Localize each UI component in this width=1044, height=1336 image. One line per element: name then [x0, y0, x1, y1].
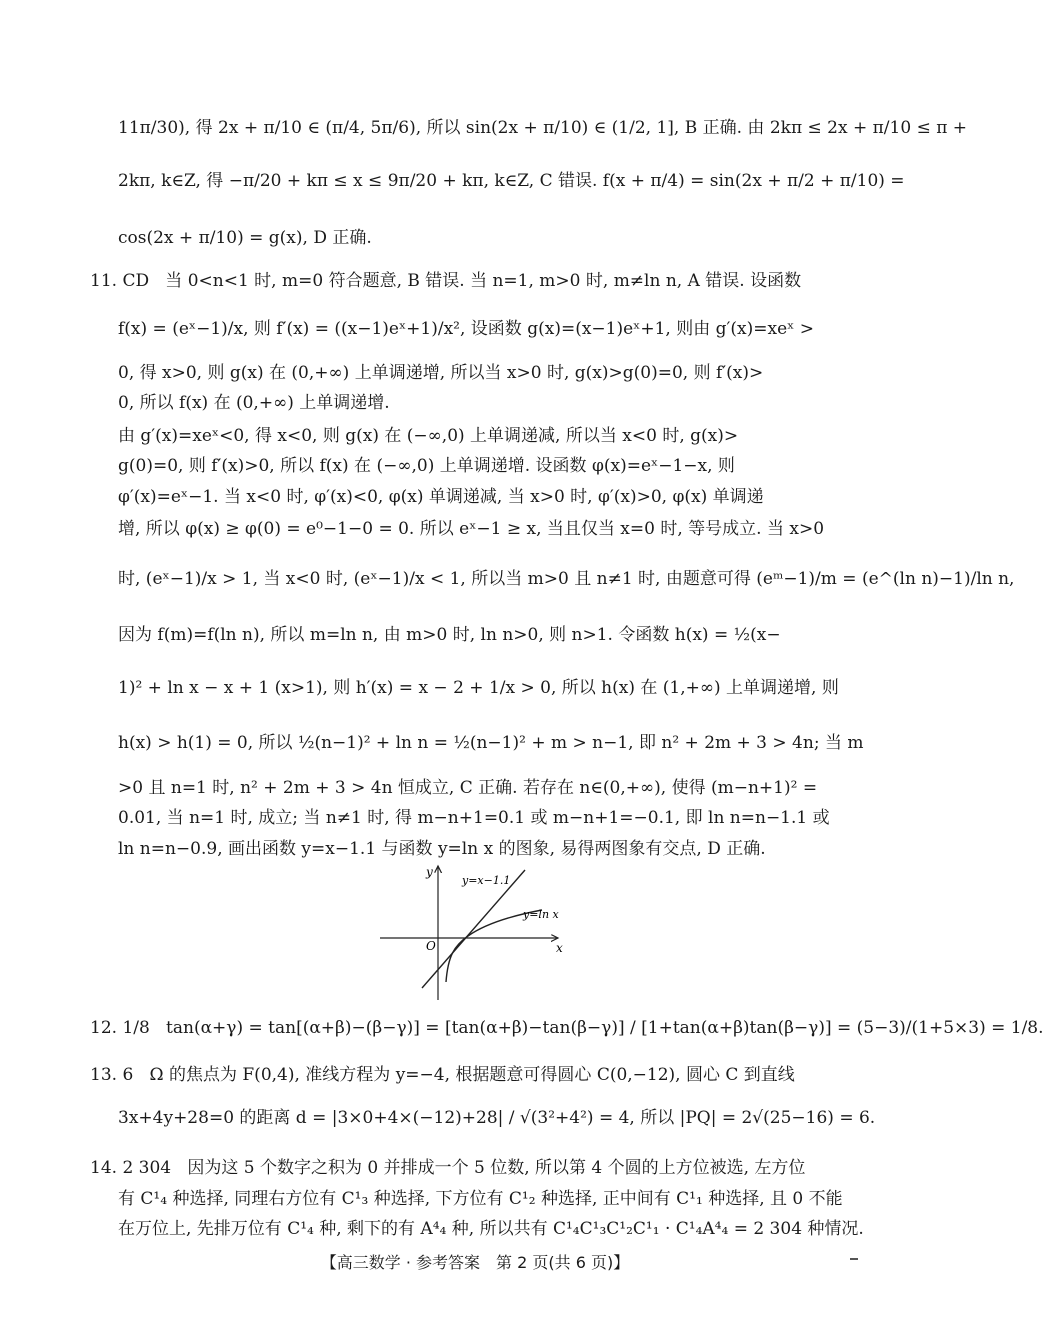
q10-line-3: cos(2x + π/10) = g(x), D 正确.: [118, 228, 372, 248]
q12-line: [90, 1015, 1044, 1041]
graph-origin-label: O: [426, 939, 436, 953]
q11-line-8: 增, 所以 φ(x) ≥ φ(0) = e⁰−1−0 = 0. 所以 eˣ−1 ≥ x, 当且仅当 x=0 时, 等号成立. 当 x>0: [118, 519, 825, 539]
q11-line-10: 因为 f(m)=f(ln n), 所以 m=ln n, 由 m>0 时, ln n>0, 则 n>1. 令函数 h(x) = ½(x−: [118, 625, 781, 645]
q11-line-7: φ′(x)=eˣ−1. 当 x<0 时, φ′(x)<0, φ(x) 单调递减, 当 x>0 时, φ′(x)>0, φ(x) 单调递: [118, 487, 764, 507]
q11-text: 当 0<n<1 时, m=0 符合题意, B 错误. 当 n=1, m>0 时, m≠ln n, A 错误. 设函数: [165, 271, 802, 291]
q12-answer: 1/8: [122, 1018, 150, 1038]
q12-number: 12.: [90, 1018, 118, 1038]
q11-line-6: g(0)=0, 则 f′(x)>0, 所以 f(x) 在 (−∞,0) 上单调递增. 设函数 φ(x)=eˣ−1−x, 则: [118, 456, 735, 476]
q11-line-14: 0.01, 当 n=1 时, 成立; 当 n≠1 时, 得 m−n+1=0.1 或 m−n+1=−0.1, 即 ln n=n−1.1 或: [118, 808, 830, 828]
corner-mark: [850, 1258, 858, 1260]
q14-line-3: 在万位上, 先排万位有 C¹₄ 种, 剩下的有 A⁴₄ 种, 所以共有 C¹₄C¹₃C¹₂C¹₁ · C¹₄A⁴₄ = 2 304 种情况.: [118, 1219, 864, 1239]
q11-line-4: 0, 所以 f(x) 在 (0,+∞) 上单调递增.: [118, 393, 390, 413]
page-footer: 【高三数学 · 参考答案 第 2 页(共 6 页)】: [320, 1253, 630, 1272]
q13-text-1: Ω 的焦点为 F(0,4), 准线方程为 y=−4, 根据题意可得圆心 C(0,−12), 圆心 C 到直线: [149, 1065, 795, 1085]
q11-line-13: >0 且 n=1 时, n² + 2m + 3 > 4n 恒成立, C 正确. 若存在 n∈(0,+∞), 使得 (m−n+1)² =: [118, 778, 818, 798]
q11-line-1: [90, 268, 863, 294]
q11-line-11: 1)² + ln x − x + 1 (x>1), 则 h′(x) = x − 2 + 1/x > 0, 所以 h(x) 在 (1,+∞) 上单调递增, 则: [118, 678, 839, 698]
q11-line-5: 由 g′(x)=xeˣ<0, 得 x<0, 则 g(x) 在 (−∞,0) 上单调递减, 所以当 x<0 时, g(x)>: [118, 426, 739, 446]
q14-line-1: [90, 1155, 863, 1181]
graph-y-label: y: [426, 865, 433, 879]
q11-line-12: h(x) > h(1) = 0, 所以 ½(n−1)² + ln n = ½(n−1)² + m > n−1, 即 n² + 2m + 3 > 4n; 当 m: [118, 733, 864, 753]
q12-text: tan(α+γ) = tan[(α+β)−(β−γ)] = [tan(α+β)−tan(β−γ)] / [1+tan(α+β)tan(β−γ)] = (5−3)/(1+5×3) = 1/8.: [166, 1018, 1044, 1038]
q11-line-9: 时, (eˣ−1)/x > 1, 当 x<0 时, (eˣ−1)/x < 1, 所以当 m>0 且 n≠1 时, 由题意可得 (eᵐ−1)/m = (e^(ln n)−1)/ln n,: [118, 569, 1015, 589]
q13-line-2: 3x+4y+28=0 的距离 d = |3×0+4×(−12)+28| / √(3²+4²) = 4, 所以 |PQ| = 2√(25−16) = 6.: [118, 1108, 876, 1128]
q13-number: 13. 6: [90, 1065, 134, 1085]
q14-text-1: 因为这 5 个数字之积为 0 并排成一个 5 位数, 所以第 4 个圆的上方位被选, 左方位: [187, 1158, 806, 1178]
q14-line-2: 有 C¹₄ 种选择, 同理右方位有 C¹₃ 种选择, 下方位有 C¹₂ 种选择, 正中间有 C¹₁ 种选择, 且 0 不能: [118, 1189, 843, 1209]
q10-line-2: 2kπ, k∈Z, 得 −π/20 + kπ ≤ x ≤ 9π/20 + kπ, k∈Z, C 错误. f(x + π/4) = sin(2x + π/2 + π/10) =: [118, 171, 905, 191]
graph-x-label: x: [556, 941, 563, 955]
q11-number: 11. CD: [90, 271, 150, 291]
q10-line-1: 11π/30), 得 2x + π/10 ∈ (π/4, 5π/6), 所以 sin(2x + π/10) ∈ (1/2, 1], B 正确. 由 2kπ ≤ 2x + π/10 ≤ π +: [118, 118, 968, 138]
graph-line-label: y=x−1.1: [462, 874, 511, 887]
q11-graph: [380, 860, 570, 1000]
q11-line-3: 0, 得 x>0, 则 g(x) 在 (0,+∞) 上单调递增, 所以当 x>0 时, g(x)>g(0)=0, 则 f′(x)>: [118, 363, 764, 383]
q11-line-15: ln n=n−0.9, 画出函数 y=x−1.1 与函数 y=ln x 的图象, 易得两图象有交点, D 正确.: [118, 839, 766, 859]
q11-line-2: f(x) = (eˣ−1)/x, 则 f′(x) = ((x−1)eˣ+1)/x², 设函数 g(x)=(x−1)eˣ+1, 则由 g′(x)=xeˣ >: [118, 319, 814, 339]
q14-number: 14. 2 304: [90, 1158, 172, 1178]
q13-line-1: [90, 1062, 863, 1088]
graph-curve-label: y=ln x: [523, 908, 559, 921]
